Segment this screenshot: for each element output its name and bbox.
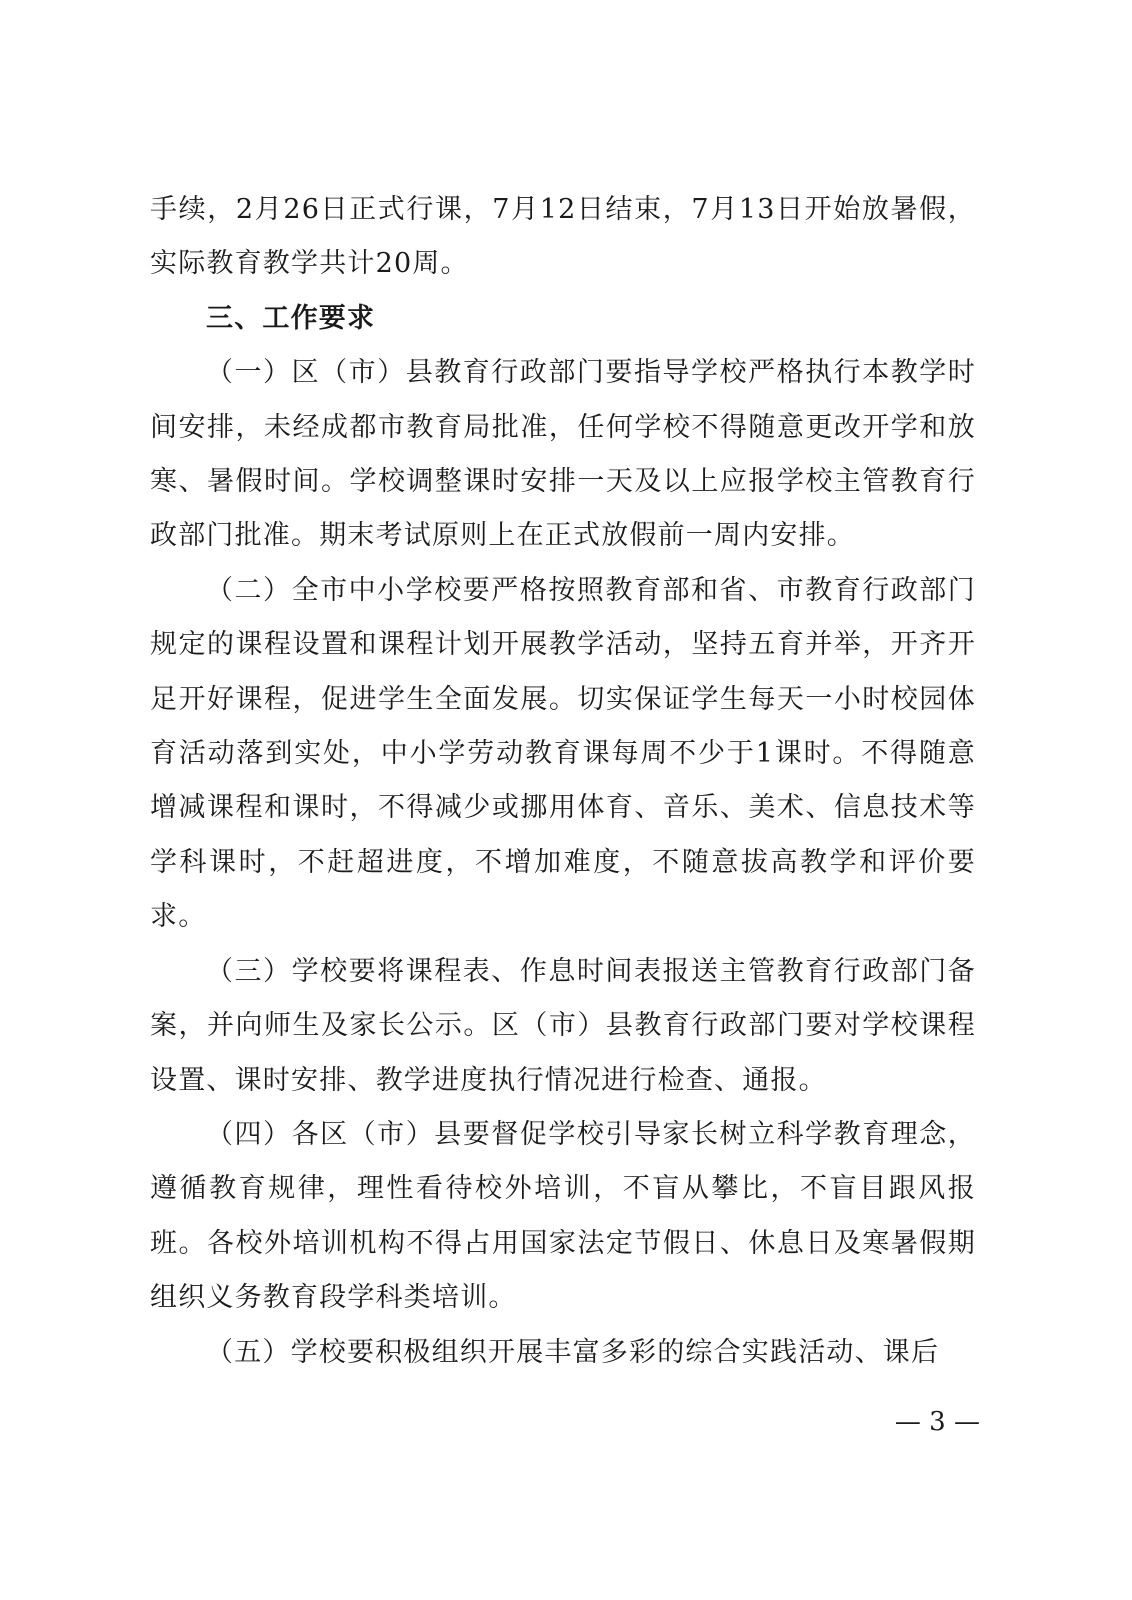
paragraph-item-4: （四）各区（市）县要督促学校引导家长树立科学教育理念，遵循教育规律，理性看待校外培训，不盲从攀比，不盲目跟风报班。各校外培训机构不得占用国家法定节假日、休息日及寒暑假期组织义务教育段学科类培训。	[150, 1118, 976, 1314]
paragraph-item-1: （一）区（市）县教育行政部门要指导学校严格执行本教学时间安排，未经成都市教育局批准，任何学校不得随意更改开学和放寒、暑假时间。学校调整课时安排一天及以上应报学校主管教育行政部门批准。期末考试原则上在正式放假前一周内安排。	[150, 357, 976, 552]
paragraph-item-2: （二）全市中小学校要严格按照教育部和省、市教育行政部门规定的课程设置和课程计划开展教学活动，坚持五育并举，开齐开足开好课程，促进学生全面发展。切实保证学生每天一小时校园体育活动落到实处，中小学劳动教育课每周不少于1课时。不得随意增减课程和课时，不得减少或挪用体育、音乐、美术、信息技术等学科课时，不赶超进度，不增加难度，不随意拔高教学和评价要求。	[150, 574, 976, 933]
paragraph-item-5: （五）学校要积极组织开展丰富多彩的综合实践活动、课后	[206, 1336, 940, 1368]
section-heading-work-requirements: 三、工作要求	[206, 302, 376, 334]
document-body	[150, 183, 976, 1380]
page-number: — 3 —	[894, 1407, 980, 1437]
paragraph-continuation: 手续，2月26日正式行课，7月12日结束，7月13日开始放暑假，实际教育教学共计20周。	[150, 194, 976, 280]
paragraph-item-3: （三）学校要将课程表、作息时间表报送主管教育行政部门备案，并向师生及家长公示。区（市）县教育行政部门要对学校课程设置、课时安排、教学进度执行情况进行检查、通报。	[150, 955, 976, 1096]
